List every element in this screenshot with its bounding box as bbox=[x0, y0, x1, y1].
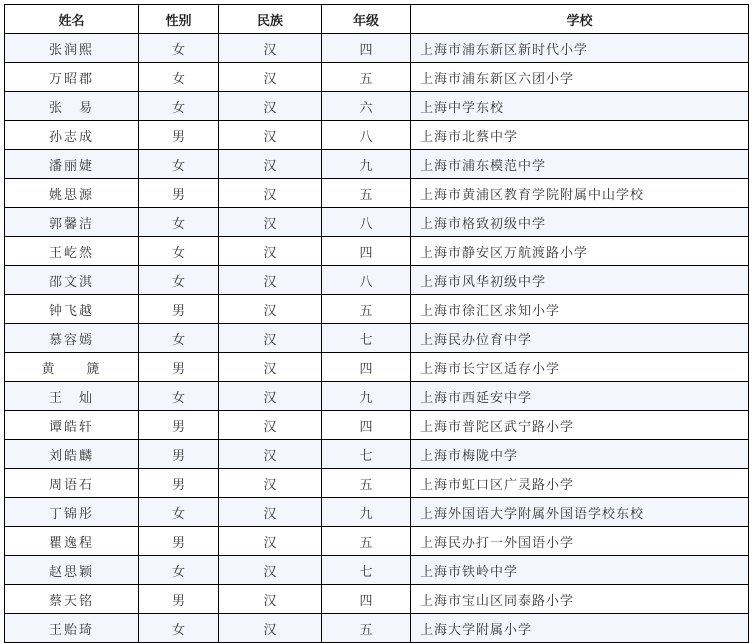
name-cell: 王贻琦 bbox=[5, 614, 139, 643]
ethnicity-cell: 汉 bbox=[219, 498, 322, 527]
grade-cell: 八 bbox=[322, 266, 411, 295]
gender-cell: 女 bbox=[139, 498, 219, 527]
name-cell: 蔡天铭 bbox=[5, 585, 139, 614]
gender-cell: 女 bbox=[139, 150, 219, 179]
school-cell: 上海市长宁区适存小学 bbox=[411, 353, 749, 382]
school-cell: 上海市徐汇区求知小学 bbox=[411, 295, 749, 324]
gender-cell: 女 bbox=[139, 614, 219, 643]
grade-cell: 五 bbox=[322, 295, 411, 324]
header-school: 学校 bbox=[411, 5, 749, 34]
ethnicity-cell: 汉 bbox=[219, 556, 322, 585]
name-cell: 姚思源 bbox=[5, 179, 139, 208]
ethnicity-cell: 汉 bbox=[219, 266, 322, 295]
name-cell: 郭馨洁 bbox=[5, 208, 139, 237]
table-row bbox=[5, 150, 749, 179]
gender-cell: 女 bbox=[139, 208, 219, 237]
gender-cell: 女 bbox=[139, 63, 219, 92]
table-row bbox=[5, 585, 749, 614]
table-row bbox=[5, 295, 749, 324]
grade-cell: 八 bbox=[322, 208, 411, 237]
ethnicity-cell: 汉 bbox=[219, 527, 322, 556]
gender-cell: 女 bbox=[139, 92, 219, 121]
school-cell: 上海市梅陇中学 bbox=[411, 440, 749, 469]
name-cell: 赵思颖 bbox=[5, 556, 139, 585]
student-table bbox=[4, 4, 749, 643]
gender-cell: 女 bbox=[139, 34, 219, 63]
table-row bbox=[5, 34, 749, 63]
grade-cell: 七 bbox=[322, 440, 411, 469]
school-cell: 上海市浦东新区新时代小学 bbox=[411, 34, 749, 63]
table-row bbox=[5, 556, 749, 585]
grade-cell: 七 bbox=[322, 324, 411, 353]
name-cell: 刘皓麟 bbox=[5, 440, 139, 469]
name-cell: 万昭郡 bbox=[5, 63, 139, 92]
table-row bbox=[5, 121, 749, 150]
header-ethnicity: 民族 bbox=[219, 5, 322, 34]
gender-cell: 女 bbox=[139, 237, 219, 266]
gender-cell: 女 bbox=[139, 382, 219, 411]
grade-cell: 四 bbox=[322, 237, 411, 266]
gender-cell: 男 bbox=[139, 411, 219, 440]
school-cell: 上海市宝山区同泰路小学 bbox=[411, 585, 749, 614]
grade-cell: 五 bbox=[322, 614, 411, 643]
school-cell: 上海市黄浦区教育学院附属中山学校 bbox=[411, 179, 749, 208]
gender-cell: 男 bbox=[139, 440, 219, 469]
gender-cell: 男 bbox=[139, 527, 219, 556]
ethnicity-cell: 汉 bbox=[219, 208, 322, 237]
name-cell: 黄 篪 bbox=[5, 353, 139, 382]
table-row bbox=[5, 527, 749, 556]
table-row bbox=[5, 382, 749, 411]
grade-cell: 六 bbox=[322, 92, 411, 121]
table-row bbox=[5, 237, 749, 266]
name-cell: 王 灿 bbox=[5, 382, 139, 411]
grade-cell: 五 bbox=[322, 179, 411, 208]
grade-cell: 五 bbox=[322, 63, 411, 92]
grade-cell: 九 bbox=[322, 498, 411, 527]
gender-cell: 男 bbox=[139, 295, 219, 324]
name-cell: 周语石 bbox=[5, 469, 139, 498]
ethnicity-cell: 汉 bbox=[219, 440, 322, 469]
header-grade: 年级 bbox=[322, 5, 411, 34]
grade-cell: 七 bbox=[322, 556, 411, 585]
ethnicity-cell: 汉 bbox=[219, 63, 322, 92]
name-cell: 丁锦彤 bbox=[5, 498, 139, 527]
school-cell: 上海大学附属小学 bbox=[411, 614, 749, 643]
gender-cell: 女 bbox=[139, 266, 219, 295]
grade-cell: 四 bbox=[322, 585, 411, 614]
school-cell: 上海市浦东新区六团小学 bbox=[411, 63, 749, 92]
ethnicity-cell: 汉 bbox=[219, 237, 322, 266]
ethnicity-cell: 汉 bbox=[219, 469, 322, 498]
grade-cell: 四 bbox=[322, 34, 411, 63]
ethnicity-cell: 汉 bbox=[219, 92, 322, 121]
name-cell: 张润熙 bbox=[5, 34, 139, 63]
table-row bbox=[5, 440, 749, 469]
ethnicity-cell: 汉 bbox=[219, 179, 322, 208]
ethnicity-cell: 汉 bbox=[219, 150, 322, 179]
gender-cell: 男 bbox=[139, 121, 219, 150]
ethnicity-cell: 汉 bbox=[219, 411, 322, 440]
grade-cell: 五 bbox=[322, 469, 411, 498]
header-name: 姓名 bbox=[5, 5, 139, 34]
gender-cell: 男 bbox=[139, 469, 219, 498]
gender-cell: 女 bbox=[139, 324, 219, 353]
header-gender: 性别 bbox=[139, 5, 219, 34]
ethnicity-cell: 汉 bbox=[219, 34, 322, 63]
table-row bbox=[5, 179, 749, 208]
grade-cell: 五 bbox=[322, 527, 411, 556]
table-row bbox=[5, 324, 749, 353]
school-cell: 上海外国语大学附属外国语学校东校 bbox=[411, 498, 749, 527]
school-cell: 上海市格致初级中学 bbox=[411, 208, 749, 237]
school-cell: 上海市浦东模范中学 bbox=[411, 150, 749, 179]
grade-cell: 四 bbox=[322, 353, 411, 382]
school-cell: 上海市普陀区武宁路小学 bbox=[411, 411, 749, 440]
table-row bbox=[5, 353, 749, 382]
school-cell: 上海市风华初级中学 bbox=[411, 266, 749, 295]
name-cell: 孙志成 bbox=[5, 121, 139, 150]
ethnicity-cell: 汉 bbox=[219, 382, 322, 411]
gender-cell: 女 bbox=[139, 556, 219, 585]
school-cell: 上海民办位育中学 bbox=[411, 324, 749, 353]
table-row bbox=[5, 63, 749, 92]
table-row bbox=[5, 411, 749, 440]
school-cell: 上海市西延安中学 bbox=[411, 382, 749, 411]
school-cell: 上海市北蔡中学 bbox=[411, 121, 749, 150]
name-cell: 张 易 bbox=[5, 92, 139, 121]
gender-cell: 男 bbox=[139, 353, 219, 382]
header-row bbox=[5, 5, 749, 34]
school-cell: 上海市铁岭中学 bbox=[411, 556, 749, 585]
grade-cell: 八 bbox=[322, 121, 411, 150]
table-row bbox=[5, 469, 749, 498]
gender-cell: 男 bbox=[139, 179, 219, 208]
school-cell: 上海中学东校 bbox=[411, 92, 749, 121]
name-cell: 潘丽婕 bbox=[5, 150, 139, 179]
table-row bbox=[5, 498, 749, 527]
name-cell: 邵文淇 bbox=[5, 266, 139, 295]
table-body bbox=[5, 34, 749, 643]
name-cell: 钟飞越 bbox=[5, 295, 139, 324]
ethnicity-cell: 汉 bbox=[219, 585, 322, 614]
ethnicity-cell: 汉 bbox=[219, 324, 322, 353]
table-row bbox=[5, 614, 749, 643]
grade-cell: 四 bbox=[322, 411, 411, 440]
table-row bbox=[5, 92, 749, 121]
name-cell: 瞿逸程 bbox=[5, 527, 139, 556]
grade-cell: 九 bbox=[322, 382, 411, 411]
ethnicity-cell: 汉 bbox=[219, 295, 322, 324]
name-cell: 王屹然 bbox=[5, 237, 139, 266]
school-cell: 上海民办打一外国语小学 bbox=[411, 527, 749, 556]
ethnicity-cell: 汉 bbox=[219, 121, 322, 150]
table-row bbox=[5, 208, 749, 237]
school-cell: 上海市静安区万航渡路小学 bbox=[411, 237, 749, 266]
ethnicity-cell: 汉 bbox=[219, 614, 322, 643]
school-cell: 上海市虹口区广灵路小学 bbox=[411, 469, 749, 498]
gender-cell: 男 bbox=[139, 585, 219, 614]
name-cell: 谭皓轩 bbox=[5, 411, 139, 440]
ethnicity-cell: 汉 bbox=[219, 353, 322, 382]
table-row bbox=[5, 266, 749, 295]
name-cell: 慕容嫣 bbox=[5, 324, 139, 353]
grade-cell: 九 bbox=[322, 150, 411, 179]
